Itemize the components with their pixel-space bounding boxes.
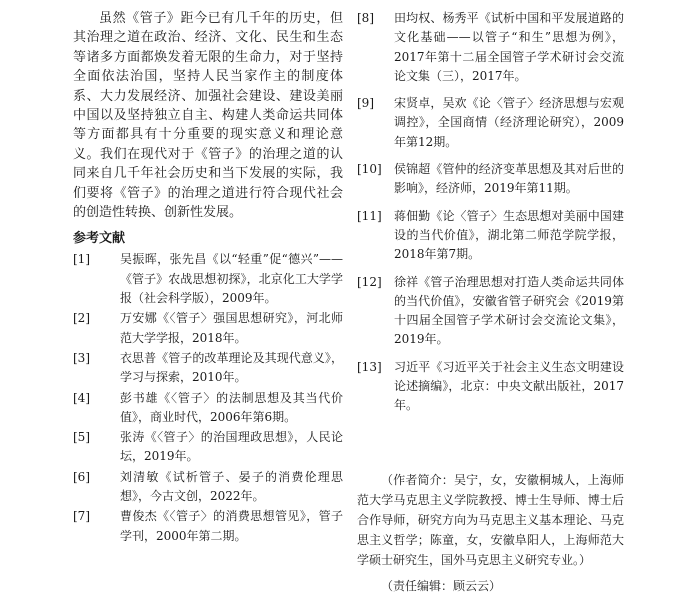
reference-item [357,9,624,86]
reference-text: 张涛《〈管子〉的治国理政思想》，人民论坛，2019年。 [120,430,343,464]
reference-item [73,428,343,467]
reference-item [357,94,624,152]
reference-text: 习近平《习近平关于社会主义生态文明建设论述摘编》，北京：中央文献出版社，2017年。 [394,359,624,413]
reference-number: [8] [357,11,374,25]
body-paragraph: 虽然《管子》距今已有几千年的历史，但其治理之道在政治、经济、文化、民生和生态等诸多方面都焕发着无限的生命力，对于坚持全面依法治国，坚持人民当家作主的制度体系、大力发展经济、加强社会建设、建设美丽中国以及坚持独立自主、构建人类命运共同体等方面都具有十分重要的现实意义和理论意义。我们在现代对于《管子》的治理之道的认同来自几千年社会历史和当下发展的实际，我们要将《管子》的治理之道进行符合现代社会的创造性转换、创新性发展。 [73,11,343,221]
left-column [73,9,343,547]
reference-number: [9] [357,96,374,111]
reference-item [357,160,624,199]
reference-number: [4] [73,390,90,405]
reference-number: [7] [73,509,90,524]
reference-text: 徐祥《管子治理思想对打造人类命运共同体的当代价值》，安徽省管子研究会《2019第十四届全国管子学术研讨会交流论文集》，2019年。 [394,274,624,347]
reference-text: 彭书雄《〈管子〉的法制思想及其当代价值》，商业时代，2006年第6期。 [120,390,343,424]
reference-item [73,250,343,308]
reference-item [73,349,343,388]
reference-text: 衣思普《管子的改革理论及其现代意义》，学习与探索，2010年。 [120,350,343,385]
reference-number: [13] [357,359,382,374]
reference-item [357,358,624,416]
reference-number: [1] [73,252,90,267]
references-heading: 参考文献 [73,231,126,247]
reference-text: 刘清敏《试析管子、晏子的消费伦理思想》，今古文创，2022年。 [120,469,343,504]
reference-item [73,309,343,348]
reference-number: [12] [357,274,382,289]
reference-text: 侯锦超《管仲的经济变革思想及其对后世的影响》，经济师，2019年第11期。 [394,162,624,196]
reference-number: [11] [357,208,382,223]
reference-text: 宋贤卓，吴欢《论〈管子〉经济思想与宏观调控》，全国商情（经济理论研究），2009年第12期。 [394,96,624,149]
author-bio: （作者简介：吴宁，女，安徽桐城人，上海师范大学马克思主义学院教授、博士生导师、博士后合作导师，研究方向为马克思主义基本理论、马克思主义哲学；陈童，女，安徽阜阳人，上海师范大学硕士研究生，国外马克思主义研究专业。） [357,472,624,567]
reference-text: 田均权、杨秀平《试析中国和平发展道路的文化基础——以管子“和生”思想为例》，2017年第十二届全国管子学术研讨会交流论文集（三），2017年。 [394,11,624,83]
right-column [357,9,624,595]
reference-number: [6] [73,469,90,484]
reference-number: [2] [73,311,90,326]
reference-number: [5] [73,430,90,445]
reference-item [73,468,343,507]
references-list-right [357,9,624,416]
reference-item [357,207,624,265]
reference-number: [3] [73,350,90,365]
reference-item [73,507,343,546]
references-list-left [73,250,343,545]
reference-item [357,273,624,350]
reference-text: 吴振晖，张先昌《以“轻重”促“德兴”——《管子》农战思想初探》，北京化工大学学报（社会科学版），2009年。 [120,252,343,306]
reference-text: 万安娜《〈管子〉强国思想研究》，河北师范大学学报，2018年。 [120,311,343,345]
reference-number: [10] [357,162,382,177]
reference-item [73,389,343,428]
reference-text: 蒋佃勤《论〈管子〉生态思想对美丽中国建设的当代价值》，湖北第二师范学院学报，2018年第7期。 [394,208,624,262]
editor-note: （责任编辑：顾云云） [381,578,502,593]
reference-text: 曹俊杰《〈管子〉的消费思想管见》，管子学刊，2000年第二期。 [120,509,343,543]
